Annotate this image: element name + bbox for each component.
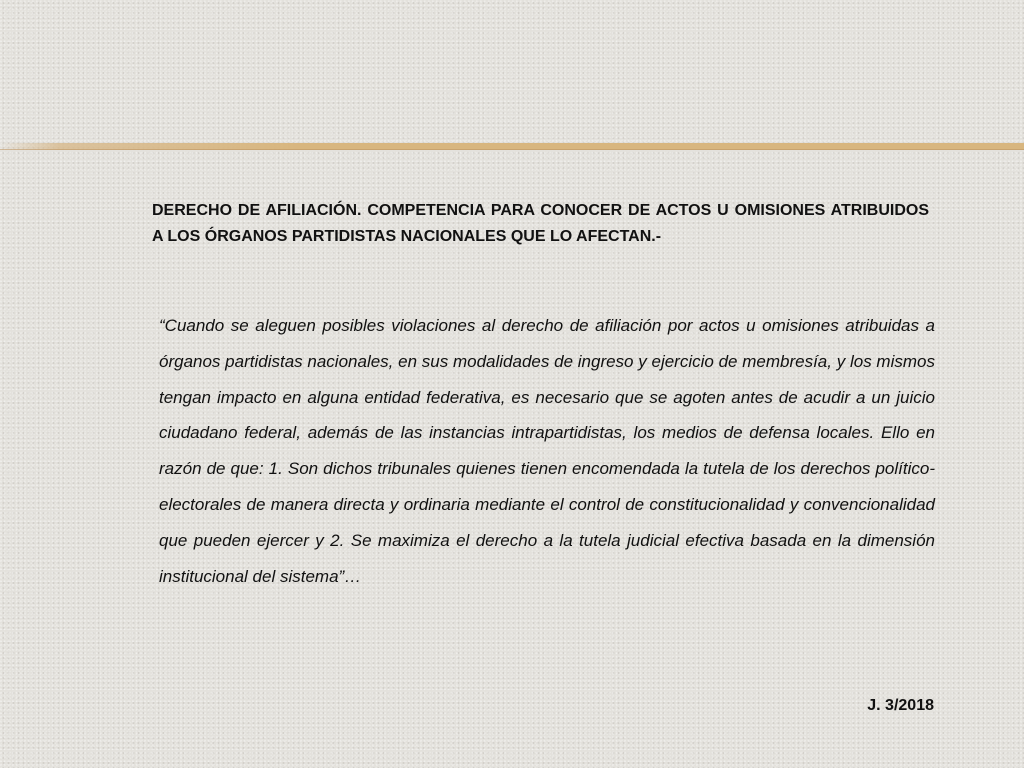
thesis-title: DERECHO DE AFILIACIÓN. COMPETENCIA PARA CONOCER DE ACTOS U OMISIONES ATRIBUIDOS A LOS ÓRGANOS PARTIDISTAS NACIONALES QUE LO AFECTAN.- <box>152 202 929 245</box>
thesis-quote: “Cuando se aleguen posibles violaciones al derecho de afiliación por actos u omisiones atribuidas a órganos partidistas nacionales, en sus modalidades de ingreso y ejercicio de membresía, y los mismos tengan impacto en alguna entidad federativa, es necesario que se agoten antes de acudir a un juicio ciudadano federal, además de las instancias intrapartidistas, los medios de defensa locales. Ello en razón de que: 1. Son dichos tribunales quienes tienen encomendada la tutela de los derechos político-electorales de manera directa y ordinaria mediante el control de constitucionalidad y convencionalidad que pueden ejercer y 2. Se maximiza el derecho a la tutela judicial efectiva basada en la dimensión institucional del sistema”… <box>159 316 935 586</box>
decorative-divider <box>0 143 1024 150</box>
jurisprudence-citation: J. 3/2018 <box>867 697 934 714</box>
